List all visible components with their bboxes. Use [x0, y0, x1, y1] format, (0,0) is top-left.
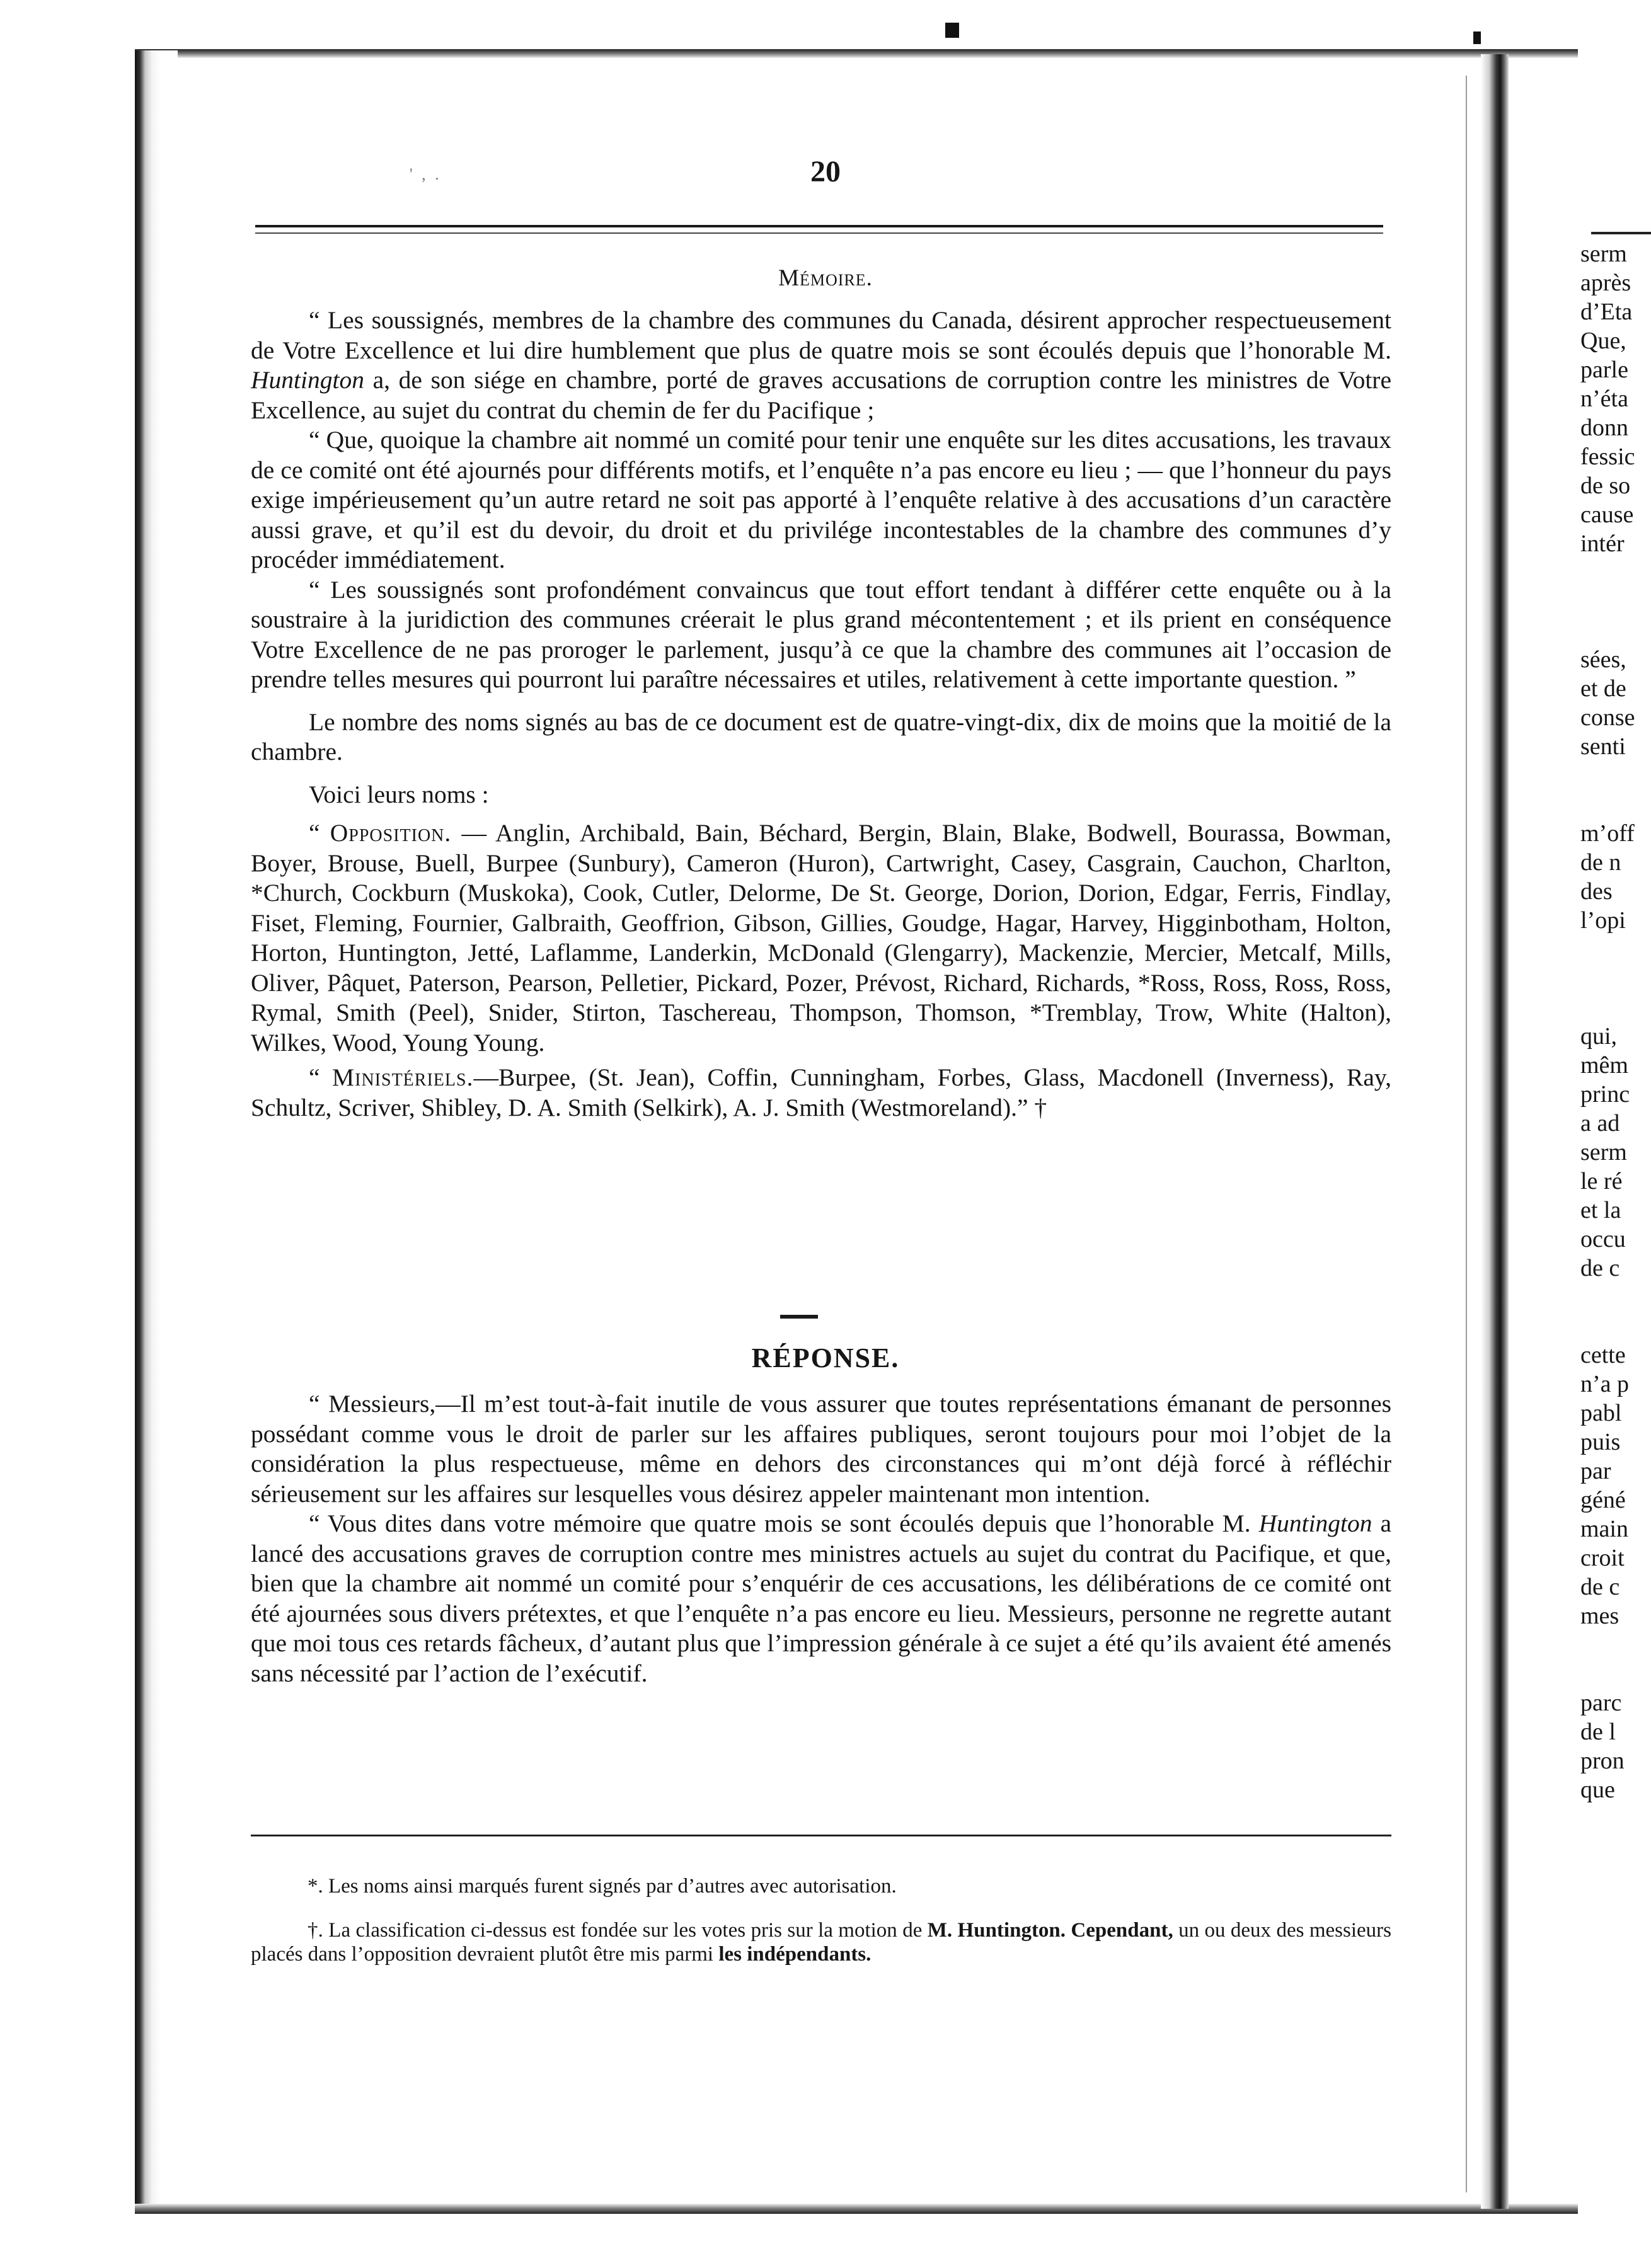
facing-page-fragments [1580, 239, 1651, 1804]
memoire-paragraph-4: Le nombre des noms signés au bas de ce document est de quatre-vingt-dix, dix de moins que la moitié de la chambre. [251, 707, 1391, 765]
memoire-paragraph-1: “ Les soussignés, membres de la chambre des communes du Canada, désirent approcher respectueusement de Votre Excellence et lui dire humblement que plus de quatre mois se sont écoulés depuis que l’honorable M. Huntington a, de son siége en chambre, porté de graves accusations de corruption contre les ministres de Votre Excellence, au sujet du contrat du chemin de fer du Pacifique ; [251, 306, 1391, 424]
facing-page-line: géné [1580, 1487, 1626, 1513]
facing-page-line: d’Eta [1580, 299, 1633, 325]
facing-page-line: parc [1580, 1690, 1622, 1716]
opposition-list: “ Opposition. — Anglin, Archibald, Bain, Béchard, Bergin, Blain, Blake, Bodwell, Bourassa, Bowman, Boyer, Brouse, Buell, Burpee (Sunbury), Cameron (Huron), Cartwright, Casey, Casgrain, Cauchon, Charlton, *Church, Cockburn (Muskoka), Cook, Cutler, Delorme, De St. George, Dorion, Dorion, Edgar, Ferris, Findlay, Fiset, Fleming, Fournier, Galbraith, Geoffrion, Gibson, Gillies, Goudge, Hagar, Harvey, Higginbotham, Holton, Horton, Huntington, Jetté, Laflamme, Landerkin, McDonald (Glengarry), Mackenzie, Mercier, Metcalf, Mills, Oliver, Pâquet, Paterson, Pearson, Pelletier, Pickard, Pozer, Prévost, Richard, Richards, *Ross, Ross, Ross, Ross, Rymal, Smith (Peel), Snider, Stirton, Taschereau, Thompson, Thomson, *Tremblay, Trow, White (Halton), Wilkes, Wood, Young Young. [251, 819, 1391, 1057]
facing-page-line: qui, [1580, 1023, 1618, 1050]
facing-page-line: après [1580, 270, 1631, 296]
facing-page-line: par [1580, 1458, 1611, 1484]
scan-top-edge [135, 49, 1578, 58]
footnote-rule [251, 1835, 1391, 1836]
memoire-paragraph-5: Voici leurs noms : [309, 780, 489, 808]
facing-page-line [1580, 1312, 1651, 1341]
book-gutter [1481, 54, 1509, 2209]
facing-page-line [1580, 993, 1651, 1022]
header-rule [255, 224, 1383, 240]
facing-page-line: n’éta [1580, 386, 1628, 412]
facing-page-line: de c [1580, 1574, 1620, 1600]
facing-page-line: intér [1580, 530, 1625, 557]
memoire-body [251, 306, 1391, 1123]
memoire-paragraph-3: “ Les soussignés sont profondément convaincus que tout effort tendant à différer cette enquête ou à la soustraire à la juridiction des communes créerait le plus grand mécontentement ; et ils prient en conséquence Votre Excellence de ne pas proroger le parlement, jusqu’à ce que la chambre des communes ait l’occasion de prendre telles mesures qui pourront lui paraître nécessaires et utiles, relativement à cette importante question. ” [251, 575, 1391, 693]
facing-page-line: que [1580, 1777, 1615, 1803]
reponse-body [251, 1389, 1391, 1688]
facing-page-line: et de [1580, 675, 1626, 702]
facing-page-line: Que, [1580, 328, 1626, 354]
facing-page-line: le ré [1580, 1168, 1623, 1194]
section-separator [780, 1315, 818, 1319]
facing-page-line [1580, 587, 1651, 616]
facing-page-line: donn [1580, 415, 1628, 441]
facing-page-line: pabl [1580, 1400, 1622, 1426]
facing-page-line: main [1580, 1516, 1628, 1542]
page-number: 20 [810, 155, 841, 188]
facing-page-line: de n [1580, 849, 1621, 876]
scan-bottom-edge [135, 2204, 1578, 2214]
facing-page-line: de c [1580, 1255, 1620, 1281]
footnote-1: *. Les noms ainsi marqués furent signés par d’autres avec autorisation. [308, 1875, 897, 1898]
facing-page-line [1580, 790, 1651, 819]
facing-page-line [1580, 616, 1651, 645]
reponse-title: RÉPONSE. [751, 1343, 900, 1373]
facing-page-line: de so [1580, 472, 1631, 499]
memoire-paragraph-2: “ Que, quoique la chambre ait nommé un comité pour tenir une enquête sur les dites accusations, les travaux de ce comité ont été ajournés pour différents motifs, et l’enquête n’a pas encore eu lieu ; — que l’honneur du pays exige impérieusement qu’un autre retard ne soit pas apporté à l’enquête relative à des accusations d’un caractère aussi grave, et qu’il est du devoir, du droit et du privilége incontestables de la chambre des communes d’y procéder immédiatement. [251, 426, 1391, 573]
facing-page-line: cause [1580, 501, 1634, 528]
opposition-label: Opposition. [330, 819, 452, 847]
footnote-2: †. La classification ci-dessus est fondée sur les votes pris sur la motion de M. Huntington. Cependant, un ou deux des messieurs placés dans l’opposition devraient plutôt être mis parmi les indépendants. [251, 1919, 1391, 1966]
facing-page-line: croit [1580, 1545, 1625, 1571]
ministeriels-label: Ministériels. [332, 1063, 474, 1091]
facing-page-line [1580, 761, 1651, 790]
facing-page-line: pron [1580, 1748, 1625, 1774]
facing-page-line: a ad [1580, 1110, 1620, 1137]
facing-page-line: l’opi [1580, 907, 1626, 934]
facing-page-line [1580, 558, 1651, 587]
facing-page-line: des [1580, 878, 1613, 905]
gutter-line [1466, 76, 1467, 2192]
facing-page-line: fessic [1580, 444, 1635, 470]
facing-page-line [1580, 964, 1651, 993]
facing-page-line: serm [1580, 241, 1627, 267]
facing-page-line: conse [1580, 704, 1635, 731]
facing-page-line: et la [1580, 1197, 1621, 1223]
facing-page-line [1580, 1630, 1651, 1659]
reponse-paragraph-2: “ Vous dites dans votre mémoire que quatre mois se sont écoulés depuis que l’honorable M. Huntington a lancé des accusations graves de corruption contre mes ministres actuels au sujet du contrat du Pacifique, et que, bien que la chambre ait nommé un comité pour s’enquérir de ces accusations, les délibérations de ce comité ont été ajournées sous divers prétextes, et que l’enquête n’a pas encore eu lieu. Messieurs, personne ne regrette autant que moi tous ces retards fâcheux, d’autant plus que l’impression générale à ce sujet a été qu’ils avaient été amenés sans nécessité par l’action de l’exécutif. [251, 1509, 1391, 1687]
facing-page-line: puis [1580, 1429, 1621, 1455]
scan-mark [945, 23, 959, 38]
facing-page-line [1580, 935, 1651, 964]
facing-page-line: occu [1580, 1226, 1626, 1252]
facing-page-line: mes [1580, 1603, 1619, 1629]
ink-smudge: ' , . [410, 165, 442, 183]
facing-page-line [1580, 1283, 1651, 1312]
facing-page-line: senti [1580, 733, 1626, 760]
facing-page-line: de l [1580, 1719, 1616, 1745]
memoire-title: Mémoire. [778, 265, 873, 291]
facing-page-line: m’off [1580, 820, 1635, 847]
facing-page-line: princ [1580, 1081, 1630, 1108]
reponse-paragraph-1: “ Messieurs,—Il m’est tout-à-fait inutile de vous assurer que toutes représentations émanant de personnes possédant comme vous le droit de parler sur les affaires publiques, seront toujours pour moi l’objet de la considération la plus respectueuse, même en dehors des circonstances qui m’ont déjà forcé à réfléchir sérieusement sur les affaires sur lesquelles vous désirez appeler maintenant mon intention. [251, 1390, 1391, 1508]
facing-page-line: serm [1580, 1139, 1627, 1166]
ministeriels-list: “ Ministériels.—Burpee, (St. Jean), Coffin, Cunningham, Forbes, Glass, Macdonell (Inverness), Ray, Schultz, Scriver, Shibley, D. A. Smith (Selkirk), A. J. Smith (Westmoreland).” † [251, 1063, 1391, 1121]
facing-page-line: parle [1580, 357, 1628, 383]
facing-page-line [1580, 1659, 1651, 1688]
facing-page-line: mêm [1580, 1052, 1628, 1079]
scan-mark [1473, 32, 1481, 44]
facing-page-rule [1591, 232, 1651, 234]
page-spine-shadow [135, 50, 178, 2211]
facing-page-line: sées, [1580, 646, 1626, 673]
facing-page-line: n’a p [1580, 1371, 1630, 1397]
facing-page-line: cette [1580, 1342, 1626, 1368]
